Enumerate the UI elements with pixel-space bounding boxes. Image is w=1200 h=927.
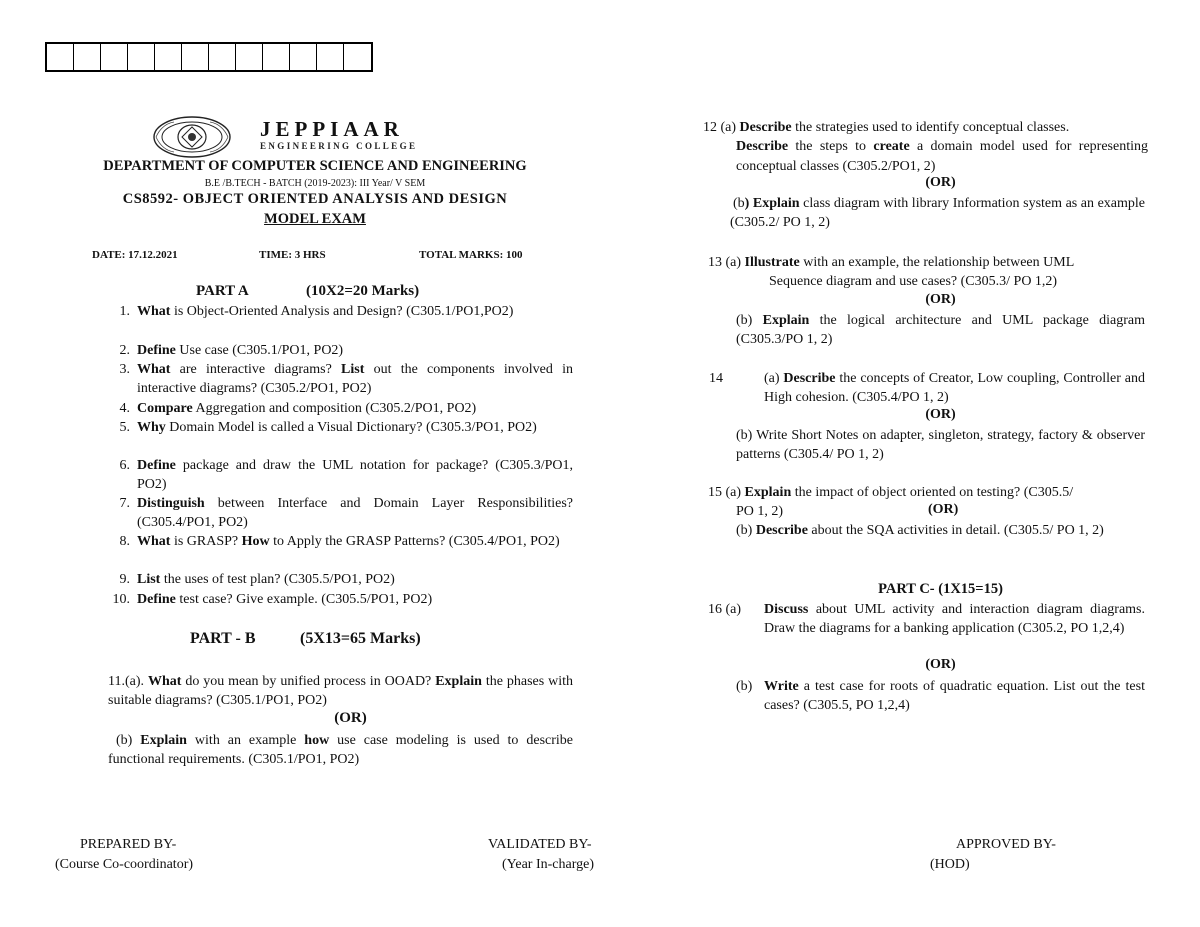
prepared-by-role: (Course Co-coordinator) <box>55 857 194 872</box>
part-a-marks: (10X2=20 Marks) <box>306 283 420 299</box>
question-13b: (b) Explain the logical architecture and UML package diagram (C305.3/PO 1, 2) <box>736 313 1146 348</box>
question-11b: (b) Explain with an example how use case modeling is used to describe functional requirements. (C305.1/PO1, PO2) <box>108 733 573 768</box>
or-divider-12: (OR) <box>925 175 956 190</box>
question-2: 2. Define Use case (C305.1/PO1, PO2) <box>119 343 344 358</box>
question-13a: 13 (a) Illustrate with an example, the relationship between UML Sequence diagram and use cases? (C305.3/ PO 1,2) <box>708 255 1075 290</box>
college-logo <box>152 114 482 160</box>
question-3: 3. What are interactive diagrams? List out the components involved in interactive diagrams? (C305.2/PO1, PO2) <box>119 362 573 397</box>
register-number-cell <box>128 44 155 70</box>
question-12b: (b) Explain class diagram with library Information system as an example (C305.2/ PO 1, 2) <box>730 196 1145 231</box>
or-divider-15: (OR) <box>928 502 959 517</box>
or-divider-16: (OR) <box>925 657 956 672</box>
part-b-marks: (5X13=65 Marks) <box>300 630 421 647</box>
exam-date: DATE: 17.12.2021 <box>92 249 178 261</box>
register-number-cell <box>236 44 263 70</box>
logo-name: JEPPIAAR <box>260 117 404 141</box>
or-divider-14: (OR) <box>925 407 956 422</box>
batch-info: B.E /B.TECH - BATCH (2019-2023): III Year/ V SEM <box>204 178 426 189</box>
validated-by-role: (Year In-charge) <box>502 857 594 872</box>
register-number-cell <box>101 44 128 70</box>
register-number-cell <box>290 44 317 70</box>
question-8: 8. What is GRASP? How to Apply the GRASP Patterns? (C305.4/PO1, PO2) <box>119 534 560 549</box>
prepared-by-label: PREPARED BY- <box>80 837 177 852</box>
question-12a: 12 (a) Describe the strategies used to identify conceptual classes. Describe the steps to create a domain model used for representing conceptual classes (C305.2/PO1, 2) <box>703 120 1148 174</box>
part-c-title: PART C- (1X15=15) <box>878 581 1003 597</box>
department-title: DEPARTMENT OF COMPUTER SCIENCE AND ENGINEERING <box>103 158 527 174</box>
question-7: 7. Distinguish between Interface and Domain Layer Responsibilities? (C305.4/PO1, PO2) <box>119 496 573 531</box>
question-14-number: 14 <box>709 371 723 386</box>
question-15b: (b) Describe about the SQA activities in detail. (C305.5/ PO 1, 2) <box>736 523 1104 538</box>
part-b-title: PART - B <box>190 630 256 647</box>
question-5: 5. Why Domain Model is called a Visual Dictionary? (C305.3/PO1, PO2) <box>119 420 537 435</box>
question-10: 10. Define test case? Give example. (C305.5/PO1, PO2) <box>112 592 433 607</box>
approved-by-role: (HOD) <box>930 857 970 872</box>
question-11a: 11.(a). What do you mean by unified process in OOAD? Explain the phases with suitable diagrams? (C305.1/PO1, PO2) <box>108 674 573 709</box>
or-divider-13: (OR) <box>925 292 956 307</box>
register-number-cell <box>317 44 344 70</box>
question-15a: 15 (a) Explain the impact of object oriented on testing? (C305.5/ PO 1, 2) <box>708 485 1074 520</box>
validated-by-label: VALIDATED BY- <box>488 837 592 852</box>
question-16b: (b) Write a test case for roots of quadratic equation. List out the test cases? (C305.5, PO 1,2,4) <box>736 679 1145 714</box>
register-number-cell <box>263 44 290 70</box>
course-title: CS8592- OBJECT ORIENTED ANALYSIS AND DESIGN <box>122 191 508 207</box>
register-number-cell <box>209 44 236 70</box>
logo-subtitle: ENGINEERING COLLEGE <box>260 141 418 151</box>
question-14b: (b) Write Short Notes on adapter, singleton, strategy, factory & observer patterns (C305.4/ PO 1, 2) <box>736 428 1145 463</box>
register-number-cell <box>74 44 101 70</box>
approved-by-label: APPROVED BY- <box>956 837 1056 852</box>
register-number-cell <box>344 44 371 70</box>
register-number-cell <box>182 44 209 70</box>
exam-time: TIME: 3 HRS <box>259 249 326 261</box>
question-16a: 16 (a) Discuss about UML activity and interaction diagram diagrams. Draw the diagrams for a banking application (C305.2, PO 1,2,4) <box>708 602 1145 637</box>
register-number-cell <box>155 44 182 70</box>
register-number-cell <box>47 44 74 70</box>
college-emblem-icon <box>152 114 482 160</box>
question-1: 1. What is Object-Oriented Analysis and Design? (C305.1/PO1,PO2) <box>119 304 514 319</box>
question-6: 6. Define package and draw the UML notation for package? (C305.3/PO1, PO2) <box>119 458 573 493</box>
part-a-title: PART A <box>196 283 249 299</box>
question-4: 4. Compare Aggregation and composition (C305.2/PO1, PO2) <box>119 401 477 416</box>
total-marks: TOTAL MARKS: 100 <box>419 249 523 261</box>
register-number-boxes <box>45 42 373 72</box>
question-9: 9. List the uses of test plan? (C305.5/PO1, PO2) <box>119 572 395 587</box>
question-14a: (a) Describe the concepts of Creator, Low coupling, Controller and High cohesion. (C305.4/PO 1, 2) <box>764 371 1145 406</box>
or-divider-11: (OR) <box>334 710 367 726</box>
exam-title: MODEL EXAM <box>264 211 366 227</box>
